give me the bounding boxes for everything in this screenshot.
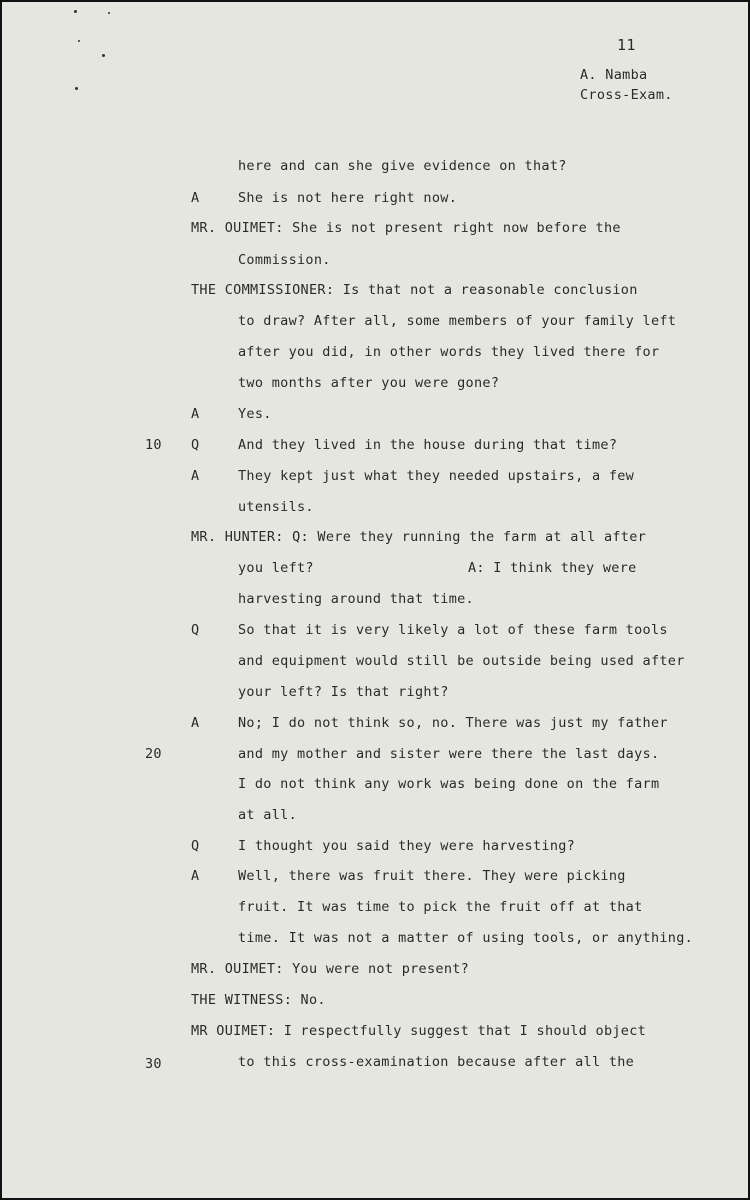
transcript-line: to draw? After all, some members of your family left [238,313,677,329]
transcript-line: And they lived in the house during that time? [238,437,618,453]
speck [78,40,80,42]
transcript-line: two months after you were gone? [238,375,500,391]
transcript-line: I do not think any work was being done on the farm [238,776,660,792]
transcript-line: to this cross-examination because after all the [238,1054,635,1070]
transcript-line: Yes. [238,406,272,422]
transcript-line: harvesting around that time. [238,591,474,607]
page-number: 11 [617,36,636,54]
speaker-label: A [191,190,200,206]
section-label: Cross-Exam. [580,87,673,103]
transcript-line: A: I think they were [468,560,637,576]
speck [108,12,110,14]
transcript-line: and equipment would still be outside being used after [238,653,685,669]
transcript-line: She is not here right now. [238,190,458,206]
speaker-label: Q [191,437,200,453]
transcript-line: you left? [238,560,314,576]
speaker-label: Q [191,622,200,638]
transcript-line: THE WITNESS: No. [191,992,326,1008]
transcript-line: MR OUIMET: I respectfully suggest that I should object [191,1023,647,1039]
transcript-line: MR. OUIMET: You were not present? [191,961,470,977]
speaker-label: Q [191,838,200,854]
transcript-line: Well, there was fruit there. They were picking [238,868,626,884]
transcript-line: time. It was not a matter of using tools, or anything. [238,930,694,946]
transcript-line: MR. HUNTER: Q: Were they running the farm at all after [191,529,647,545]
speck [75,87,78,90]
transcript-line: fruit. It was time to pick the fruit off at that [238,899,643,915]
line-number: 20 [145,746,162,762]
transcript-line: No; I do not think so, no. There was just my father [238,715,668,731]
transcript-line: They kept just what they needed upstairs, a few [238,468,635,484]
speck [102,54,105,57]
transcript-line: after you did, in other words they lived there for [238,344,660,360]
transcript-line: MR. OUIMET: She is not present right now before the [191,220,621,236]
line-number: 10 [145,437,162,453]
transcript-line: at all. [238,807,297,823]
speck [74,10,77,13]
speaker-label: A [191,406,200,422]
speaker-label: A [191,468,200,484]
transcript-line: Commission. [238,252,331,268]
line-number: 30 [145,1056,162,1072]
transcript-line: here and can she give evidence on that? [238,158,567,174]
transcript-line: utensils. [238,499,314,515]
transcript-line: THE COMMISSIONER: Is that not a reasonable conclusion [191,282,638,298]
transcript-line: I thought you said they were harvesting? [238,838,576,854]
transcript-line: your left? Is that right? [238,684,449,700]
transcript-line: and my mother and sister were there the last days. [238,746,660,762]
transcript-line: So that it is very likely a lot of these farm tools [238,622,668,638]
speaker-label: A [191,715,200,731]
speaker-label: A [191,868,200,884]
witness-name: A. Namba [580,67,648,83]
